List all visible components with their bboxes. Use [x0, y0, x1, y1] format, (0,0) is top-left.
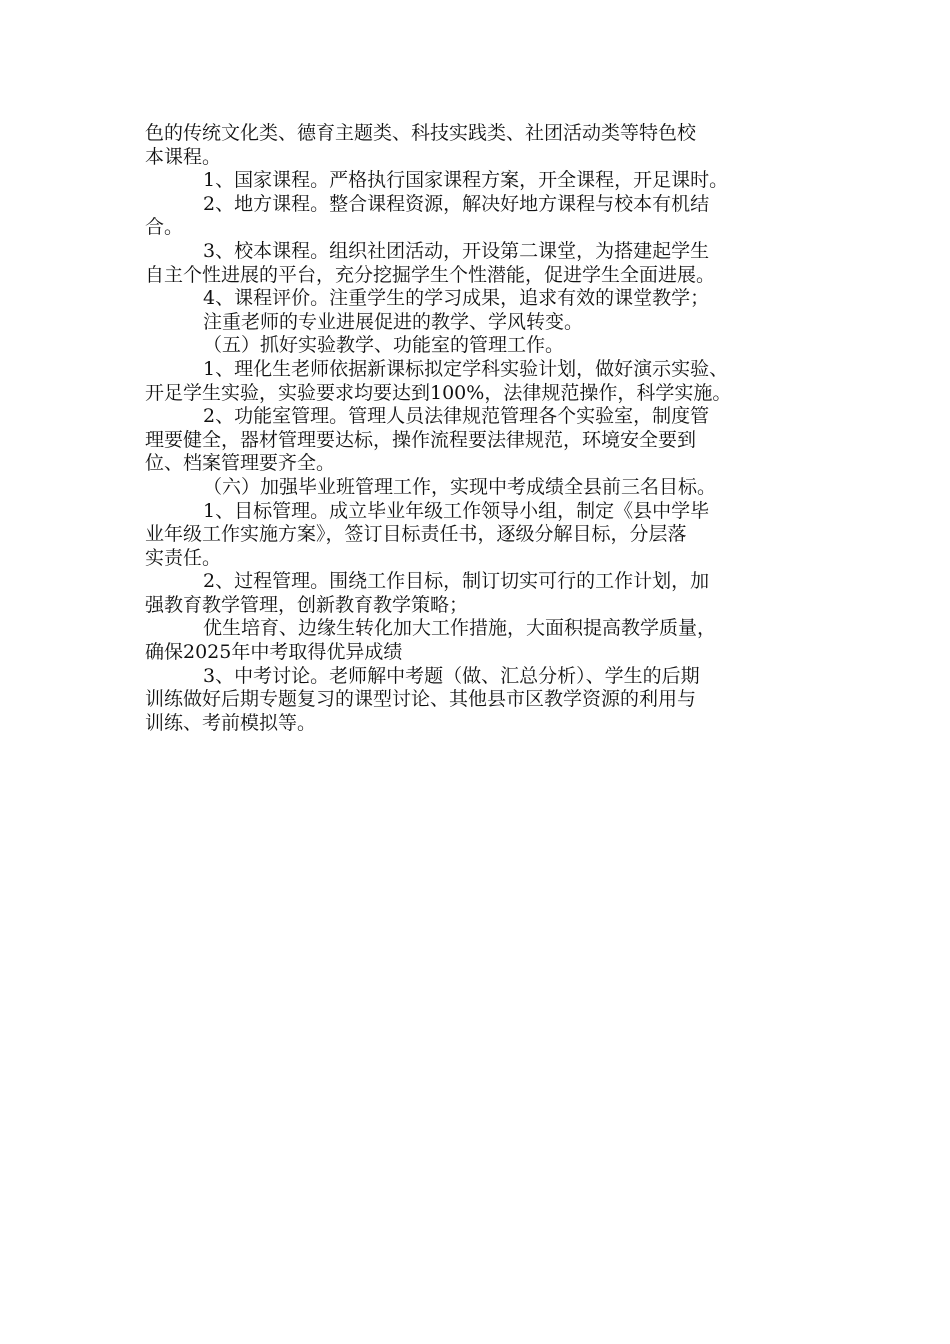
document-body [145, 122, 817, 735]
text-line: 训练、考前模拟等。 [145, 711, 317, 734]
text-line: （六）加强毕业班管理工作，实现中考成绩全县前三名目标。 [203, 475, 717, 498]
text-line: 1、目标管理。成立毕业年级工作领导小组，制定《县中学毕 [203, 499, 710, 522]
text-line: 强教育教学管理，创新教育教学策略； [145, 593, 469, 616]
text-line: 确保2025年中考取得优异成绩 [145, 641, 403, 664]
text-line: 3、中考讨论。老师解中考题（做、汇总分析）、学生的后期 [203, 664, 700, 687]
text-line: 本课程。 [145, 145, 222, 168]
text-line: （五）抓好实验教学、功能室的管理工作。 [203, 334, 565, 357]
text-line: 2、过程管理。围绕工作目标，制订切实可行的工作计划，加 [203, 570, 710, 593]
text-line: 理要健全，器材管理要达标，操作流程要法律规范，环境安全要到 [145, 428, 697, 451]
text-line: 业年级工作实施方案》，签订目标责任书，逐级分解目标，分层落 [145, 523, 687, 546]
text-line: 合。 [145, 216, 184, 239]
text-line: 自主个性进展的平台，充分挖掘学生个性潜能，促进学生全面进展。 [145, 263, 716, 286]
text-line: 色的传统文化类、德育主题类、科技实践类、社团活动类等特色校 [145, 122, 697, 144]
text-line: 位、档案管理要齐全。 [145, 452, 336, 475]
text-line: 实责任。 [145, 546, 222, 569]
text-line: 1、理化生老师依据新课标拟定学科实验计划，做好演示实验、 [203, 357, 729, 380]
text-line: 2、地方课程。整合课程资源，解决好地方课程与校本有机结 [203, 192, 710, 215]
text-line: 4、课程评价。注重学生的学习成果，追求有效的课堂教学； [203, 287, 710, 310]
text-line: 2、功能室管理。管理人员法律规范管理各个实验室，制度管 [203, 405, 710, 428]
text-line: 优生培育、边缘生转化加大工作措施，大面积提高教学质量， [203, 617, 717, 640]
text-line: 3、校本课程。组织社团活动，开设第二课堂，为搭建起学生 [203, 239, 710, 262]
text-line: 注重老师的专业进展促进的教学、学风转变。 [203, 310, 584, 333]
text-line: 1、国家课程。严格执行国家课程方案，开全课程，开足课时。 [203, 169, 729, 192]
text-line: 开足学生实验，实验要求均要达到100%，法律规范操作，科学实施。 [145, 381, 732, 404]
text-line: 训练做好后期专题复习的课型讨论、其他县市区教学资源的利用与 [145, 688, 697, 711]
